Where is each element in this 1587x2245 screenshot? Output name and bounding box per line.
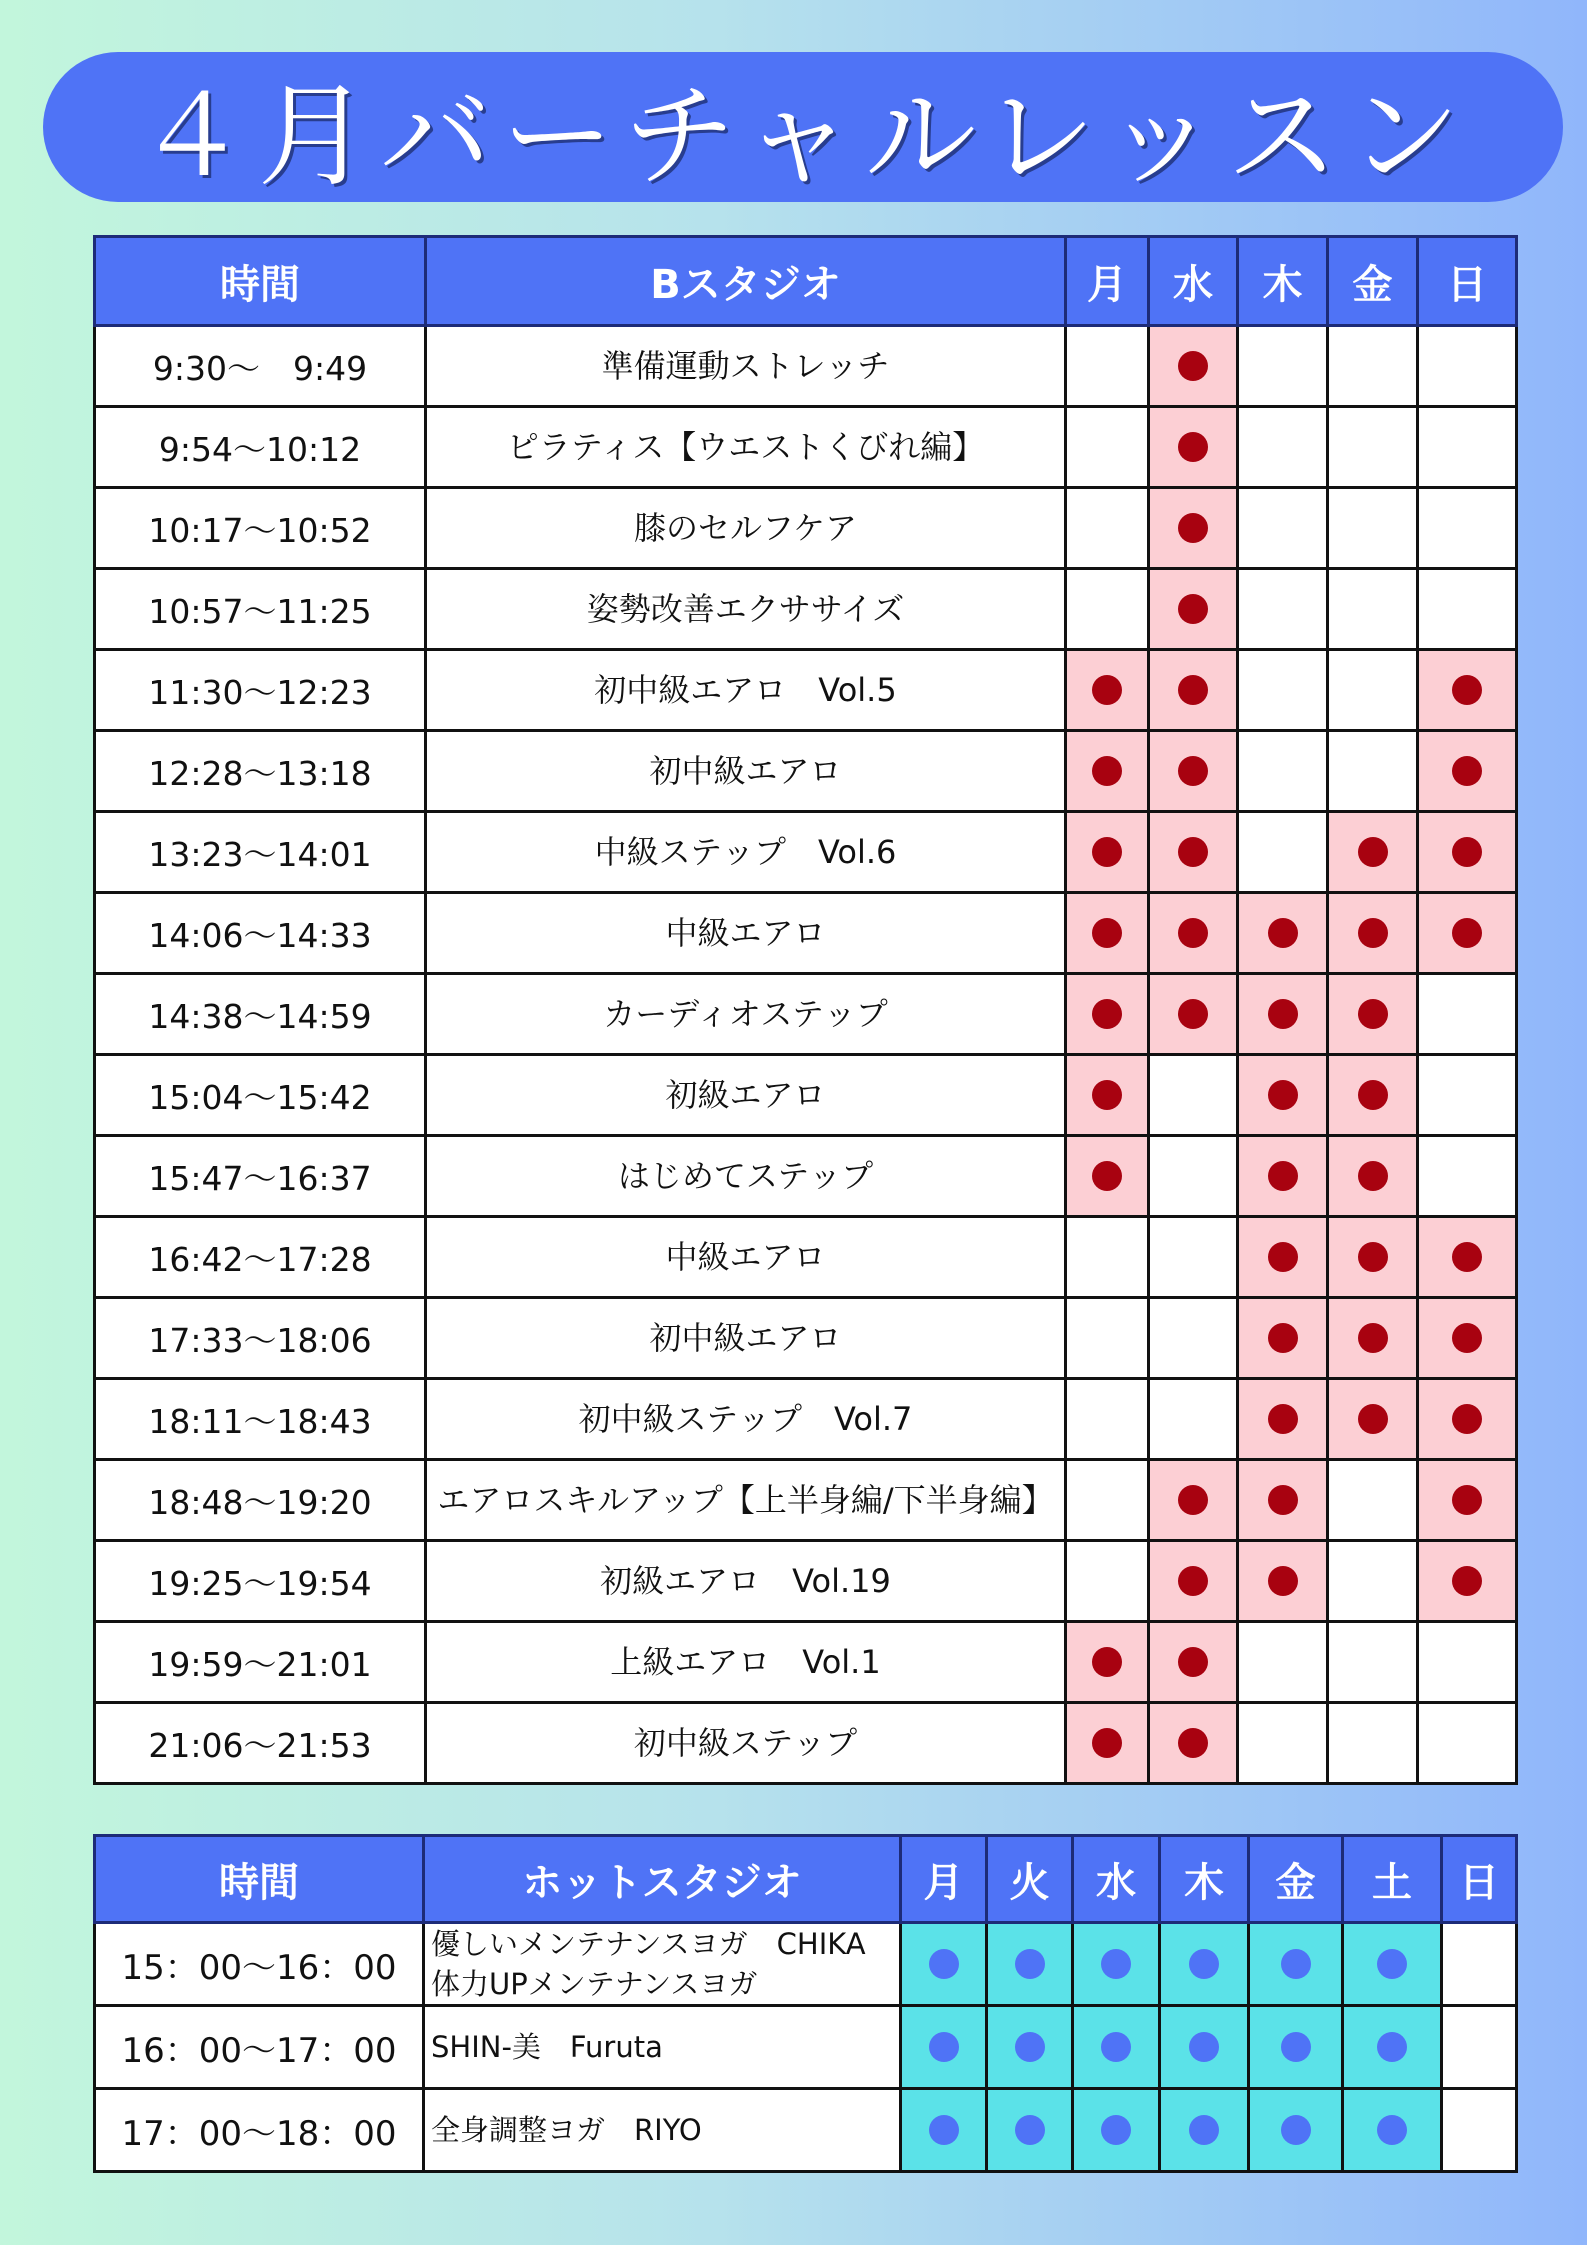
scheduled-dot-icon bbox=[1452, 918, 1482, 948]
day-cell bbox=[1418, 1703, 1517, 1784]
scheduled-dot-icon bbox=[1452, 1485, 1482, 1515]
day-cell bbox=[1418, 1622, 1517, 1703]
scheduled-dot-icon bbox=[1178, 756, 1208, 786]
lesson-name: 初中級エアロ Vol.5 bbox=[426, 650, 1066, 731]
day-cell bbox=[1418, 1298, 1517, 1379]
day-cell bbox=[1238, 731, 1328, 812]
lesson-time: 16：00～17：00 bbox=[95, 2006, 424, 2089]
lesson-name-line: 体力UPメンテナンスヨガ bbox=[431, 1967, 758, 2001]
day-cell bbox=[1418, 731, 1517, 812]
day-header: 木 bbox=[1238, 237, 1328, 326]
table-row bbox=[95, 812, 1517, 893]
day-cell bbox=[1238, 488, 1328, 569]
day-cell bbox=[1442, 2089, 1517, 2172]
day-cell bbox=[1066, 569, 1149, 650]
lesson-time: 18:48～19:20 bbox=[95, 1460, 426, 1541]
lesson-name-line: 優しいメンテナンスヨガ CHIKA bbox=[431, 1927, 866, 1961]
scheduled-dot-icon bbox=[1377, 2032, 1407, 2062]
day-header: 水 bbox=[1149, 237, 1238, 326]
scheduled-dot-icon bbox=[1178, 594, 1208, 624]
day-cell bbox=[1066, 1055, 1149, 1136]
lesson-time: 15：00～16：00 bbox=[95, 1923, 424, 2006]
day-cell bbox=[1328, 407, 1418, 488]
day-cell bbox=[1418, 1460, 1517, 1541]
day-cell bbox=[1149, 974, 1238, 1055]
day-cell bbox=[1418, 407, 1517, 488]
scheduled-dot-icon bbox=[1358, 918, 1388, 948]
lesson-time: 14:06～14:33 bbox=[95, 893, 426, 974]
table-row bbox=[95, 1298, 1517, 1379]
scheduled-dot-icon bbox=[1101, 2032, 1131, 2062]
lesson-name bbox=[424, 1923, 901, 2006]
day-cell bbox=[1066, 488, 1149, 569]
lesson-name: 初級エアロ bbox=[426, 1055, 1066, 1136]
lesson-time: 9:54～10:12 bbox=[95, 407, 426, 488]
studio-header: ホットスタジオ bbox=[424, 1836, 901, 1923]
scheduled-dot-icon bbox=[1101, 2115, 1131, 2145]
day-cell bbox=[1149, 1379, 1238, 1460]
day-cell bbox=[1066, 650, 1149, 731]
day-cell bbox=[1066, 1622, 1149, 1703]
scheduled-dot-icon bbox=[1268, 1566, 1298, 1596]
scheduled-dot-icon bbox=[1189, 2032, 1219, 2062]
day-header: 火 bbox=[987, 1836, 1073, 1923]
day-cell bbox=[1149, 1622, 1238, 1703]
scheduled-dot-icon bbox=[1452, 1242, 1482, 1272]
scheduled-dot-icon bbox=[1358, 1242, 1388, 1272]
scheduled-dot-icon bbox=[1092, 918, 1122, 948]
scheduled-dot-icon bbox=[1268, 999, 1298, 1029]
scheduled-dot-icon bbox=[1092, 1728, 1122, 1758]
scheduled-dot-icon bbox=[1178, 1728, 1208, 1758]
day-header: 月 bbox=[1066, 237, 1149, 326]
day-cell bbox=[1418, 1541, 1517, 1622]
lesson-name: 初中級エアロ bbox=[426, 731, 1066, 812]
day-cell bbox=[1066, 893, 1149, 974]
day-cell bbox=[1238, 650, 1328, 731]
day-cell bbox=[1238, 1136, 1328, 1217]
day-cell bbox=[1328, 1136, 1418, 1217]
scheduled-dot-icon bbox=[1452, 1404, 1482, 1434]
scheduled-dot-icon bbox=[1189, 1949, 1219, 1979]
scheduled-dot-icon bbox=[1092, 999, 1122, 1029]
lesson-time: 10:57～11:25 bbox=[95, 569, 426, 650]
day-cell bbox=[1066, 812, 1149, 893]
day-cell bbox=[1418, 650, 1517, 731]
lesson-time: 15:04～15:42 bbox=[95, 1055, 426, 1136]
b-studio-table bbox=[93, 235, 1518, 1785]
lesson-name-line: SHIN-美 Furuta bbox=[431, 2030, 663, 2064]
table-row bbox=[95, 1055, 1517, 1136]
day-cell bbox=[1238, 1703, 1328, 1784]
day-cell bbox=[1073, 2006, 1160, 2089]
scheduled-dot-icon bbox=[1092, 756, 1122, 786]
studio-header: Bスタジオ bbox=[426, 237, 1066, 326]
scheduled-dot-icon bbox=[1178, 918, 1208, 948]
day-cell bbox=[1249, 2089, 1343, 2172]
scheduled-dot-icon bbox=[1189, 2115, 1219, 2145]
day-cell bbox=[1149, 488, 1238, 569]
lesson-name: 準備運動ストレッチ bbox=[426, 326, 1066, 407]
lesson-time: 10:17～10:52 bbox=[95, 488, 426, 569]
day-cell bbox=[1328, 1460, 1418, 1541]
lesson-name: 膝のセルフケア bbox=[426, 488, 1066, 569]
scheduled-dot-icon bbox=[1452, 1323, 1482, 1353]
table-row bbox=[95, 1136, 1517, 1217]
day-cell bbox=[1328, 974, 1418, 1055]
scheduled-dot-icon bbox=[929, 2115, 959, 2145]
lesson-time: 15:47～16:37 bbox=[95, 1136, 426, 1217]
table-row bbox=[95, 1622, 1517, 1703]
hot-header-row bbox=[95, 1836, 1517, 1923]
lesson-name: 初中級ステップ bbox=[426, 1703, 1066, 1784]
scheduled-dot-icon bbox=[929, 2032, 959, 2062]
day-cell bbox=[1238, 974, 1328, 1055]
day-cell bbox=[1249, 1923, 1343, 2006]
day-cell bbox=[1073, 1923, 1160, 2006]
day-cell bbox=[1418, 812, 1517, 893]
day-cell bbox=[1066, 974, 1149, 1055]
table-row bbox=[95, 1379, 1517, 1460]
scheduled-dot-icon bbox=[1178, 1566, 1208, 1596]
day-cell bbox=[1160, 2089, 1249, 2172]
day-cell bbox=[1418, 326, 1517, 407]
day-cell bbox=[901, 1923, 987, 2006]
table-row bbox=[95, 1460, 1517, 1541]
lesson-name: 姿勢改善エクササイズ bbox=[426, 569, 1066, 650]
day-cell bbox=[1066, 1379, 1149, 1460]
day-cell bbox=[1328, 1379, 1418, 1460]
day-cell bbox=[1238, 893, 1328, 974]
day-cell bbox=[1328, 650, 1418, 731]
day-cell bbox=[1149, 1460, 1238, 1541]
day-header: 木 bbox=[1160, 1836, 1249, 1923]
day-cell bbox=[1066, 1703, 1149, 1784]
day-header: 金 bbox=[1249, 1836, 1343, 1923]
scheduled-dot-icon bbox=[1358, 999, 1388, 1029]
lesson-name: ピラティス【ウエストくびれ編】 bbox=[426, 407, 1066, 488]
scheduled-dot-icon bbox=[1268, 1161, 1298, 1191]
day-cell bbox=[1328, 1217, 1418, 1298]
scheduled-dot-icon bbox=[1268, 1080, 1298, 1110]
scheduled-dot-icon bbox=[929, 1949, 959, 1979]
scheduled-dot-icon bbox=[1268, 1323, 1298, 1353]
day-cell bbox=[1328, 488, 1418, 569]
day-header: 月 bbox=[901, 1836, 987, 1923]
scheduled-dot-icon bbox=[1178, 432, 1208, 462]
day-cell bbox=[1160, 2006, 1249, 2089]
day-cell bbox=[1418, 1217, 1517, 1298]
day-cell bbox=[1149, 1703, 1238, 1784]
day-cell bbox=[1066, 326, 1149, 407]
scheduled-dot-icon bbox=[1281, 1949, 1311, 1979]
day-cell bbox=[987, 1923, 1073, 2006]
lesson-time: 21:06～21:53 bbox=[95, 1703, 426, 1784]
day-cell bbox=[1418, 1136, 1517, 1217]
scheduled-dot-icon bbox=[1281, 2032, 1311, 2062]
scheduled-dot-icon bbox=[1178, 351, 1208, 381]
day-cell bbox=[1238, 1460, 1328, 1541]
table-row bbox=[95, 650, 1517, 731]
day-cell bbox=[1418, 974, 1517, 1055]
day-cell bbox=[987, 2089, 1073, 2172]
lesson-name: エアロスキルアップ【上半身編/下半身編】 bbox=[426, 1460, 1066, 1541]
scheduled-dot-icon bbox=[1268, 1404, 1298, 1434]
day-cell bbox=[1149, 1136, 1238, 1217]
scheduled-dot-icon bbox=[1358, 1161, 1388, 1191]
table-row bbox=[95, 2089, 1517, 2172]
day-cell bbox=[1238, 812, 1328, 893]
day-cell bbox=[1238, 1541, 1328, 1622]
day-cell bbox=[1066, 407, 1149, 488]
day-cell bbox=[1149, 893, 1238, 974]
scheduled-dot-icon bbox=[1015, 1949, 1045, 1979]
day-cell bbox=[1328, 893, 1418, 974]
day-cell bbox=[1328, 731, 1418, 812]
day-cell bbox=[1238, 1217, 1328, 1298]
lesson-name: 初中級ステップ Vol.7 bbox=[426, 1379, 1066, 1460]
scheduled-dot-icon bbox=[1092, 837, 1122, 867]
lesson-name: 中級ステップ Vol.6 bbox=[426, 812, 1066, 893]
scheduled-dot-icon bbox=[1377, 2115, 1407, 2145]
scheduled-dot-icon bbox=[1281, 2115, 1311, 2145]
lesson-time: 18:11～18:43 bbox=[95, 1379, 426, 1460]
lesson-name: 中級エアロ bbox=[426, 1217, 1066, 1298]
day-cell bbox=[1418, 488, 1517, 569]
lesson-time: 19:25～19:54 bbox=[95, 1541, 426, 1622]
day-cell bbox=[1343, 1923, 1442, 2006]
day-cell bbox=[1238, 1298, 1328, 1379]
day-cell bbox=[1418, 893, 1517, 974]
day-cell bbox=[1238, 569, 1328, 650]
scheduled-dot-icon bbox=[1101, 1949, 1131, 1979]
time-header: 時間 bbox=[95, 1836, 424, 1923]
lesson-time: 17：00～18：00 bbox=[95, 2089, 424, 2172]
day-cell bbox=[1073, 2089, 1160, 2172]
lesson-name bbox=[424, 2089, 901, 2172]
day-cell bbox=[1238, 1379, 1328, 1460]
day-cell bbox=[1328, 1703, 1418, 1784]
lesson-time: 17:33～18:06 bbox=[95, 1298, 426, 1379]
day-cell bbox=[1149, 1541, 1238, 1622]
table-row bbox=[95, 893, 1517, 974]
lesson-name: はじめてステップ bbox=[426, 1136, 1066, 1217]
lesson-name: カーディオステップ bbox=[426, 974, 1066, 1055]
day-cell bbox=[1149, 326, 1238, 407]
day-cell bbox=[1418, 569, 1517, 650]
day-cell bbox=[1066, 1217, 1149, 1298]
scheduled-dot-icon bbox=[1358, 1404, 1388, 1434]
scheduled-dot-icon bbox=[1452, 1566, 1482, 1596]
scheduled-dot-icon bbox=[1268, 1242, 1298, 1272]
table-row bbox=[95, 1703, 1517, 1784]
day-cell bbox=[1066, 1298, 1149, 1379]
day-cell bbox=[1149, 1217, 1238, 1298]
day-cell bbox=[1418, 1379, 1517, 1460]
day-cell bbox=[987, 2006, 1073, 2089]
scheduled-dot-icon bbox=[1358, 837, 1388, 867]
scheduled-dot-icon bbox=[1178, 1485, 1208, 1515]
day-cell bbox=[1442, 2006, 1517, 2089]
day-cell bbox=[1442, 1923, 1517, 2006]
scheduled-dot-icon bbox=[1358, 1323, 1388, 1353]
day-cell bbox=[1066, 1460, 1149, 1541]
hot-studio-table bbox=[93, 1834, 1518, 2173]
day-cell bbox=[1328, 1298, 1418, 1379]
day-header: 土 bbox=[1343, 1836, 1442, 1923]
day-cell bbox=[901, 2089, 987, 2172]
day-cell bbox=[1149, 1055, 1238, 1136]
lesson-time: 11:30～12:23 bbox=[95, 650, 426, 731]
day-cell bbox=[1328, 326, 1418, 407]
table-row bbox=[95, 569, 1517, 650]
scheduled-dot-icon bbox=[1452, 675, 1482, 705]
scheduled-dot-icon bbox=[1178, 1647, 1208, 1677]
lesson-time: 9:30～ 9:49 bbox=[95, 326, 426, 407]
day-header: 金 bbox=[1328, 237, 1418, 326]
day-cell bbox=[1328, 1541, 1418, 1622]
day-cell bbox=[1343, 2006, 1442, 2089]
day-cell bbox=[1238, 1622, 1328, 1703]
time-header: 時間 bbox=[95, 237, 426, 326]
scheduled-dot-icon bbox=[1092, 1080, 1122, 1110]
scheduled-dot-icon bbox=[1092, 675, 1122, 705]
day-cell bbox=[901, 2006, 987, 2089]
day-cell bbox=[1066, 1541, 1149, 1622]
scheduled-dot-icon bbox=[1178, 837, 1208, 867]
day-cell bbox=[1328, 1055, 1418, 1136]
table-row bbox=[95, 1217, 1517, 1298]
day-cell bbox=[1238, 407, 1328, 488]
table-row bbox=[95, 407, 1517, 488]
scheduled-dot-icon bbox=[1092, 1161, 1122, 1191]
scheduled-dot-icon bbox=[1178, 513, 1208, 543]
lesson-name: 中級エアロ bbox=[426, 893, 1066, 974]
b-header-row bbox=[95, 237, 1517, 326]
lesson-name bbox=[424, 2006, 901, 2089]
day-cell bbox=[1238, 326, 1328, 407]
scheduled-dot-icon bbox=[1452, 837, 1482, 867]
lesson-time: 14:38～14:59 bbox=[95, 974, 426, 1055]
scheduled-dot-icon bbox=[1015, 2032, 1045, 2062]
day-cell bbox=[1066, 731, 1149, 812]
day-cell bbox=[1149, 650, 1238, 731]
day-cell bbox=[1328, 812, 1418, 893]
lesson-name: 上級エアロ Vol.1 bbox=[426, 1622, 1066, 1703]
scheduled-dot-icon bbox=[1178, 999, 1208, 1029]
scheduled-dot-icon bbox=[1178, 675, 1208, 705]
day-cell bbox=[1149, 731, 1238, 812]
scheduled-dot-icon bbox=[1452, 756, 1482, 786]
lesson-name-line: 全身調整ヨガ RIYO bbox=[431, 2113, 702, 2147]
day-cell bbox=[1238, 1055, 1328, 1136]
lesson-time: 13:23～14:01 bbox=[95, 812, 426, 893]
lesson-time: 16:42～17:28 bbox=[95, 1217, 426, 1298]
lesson-time: 12:28～13:18 bbox=[95, 731, 426, 812]
lesson-name: 初級エアロ Vol.19 bbox=[426, 1541, 1066, 1622]
table-row bbox=[95, 974, 1517, 1055]
title-banner bbox=[43, 52, 1563, 202]
day-header: 水 bbox=[1073, 1836, 1160, 1923]
day-header: 日 bbox=[1418, 237, 1517, 326]
scheduled-dot-icon bbox=[1268, 918, 1298, 948]
table-row bbox=[95, 326, 1517, 407]
scheduled-dot-icon bbox=[1358, 1080, 1388, 1110]
day-cell bbox=[1149, 407, 1238, 488]
day-cell bbox=[1249, 2006, 1343, 2089]
table-row bbox=[95, 488, 1517, 569]
day-cell bbox=[1160, 1923, 1249, 2006]
day-cell bbox=[1343, 2089, 1442, 2172]
scheduled-dot-icon bbox=[1015, 2115, 1045, 2145]
scheduled-dot-icon bbox=[1268, 1485, 1298, 1515]
day-header: 日 bbox=[1442, 1836, 1517, 1923]
day-cell bbox=[1328, 1622, 1418, 1703]
day-cell bbox=[1149, 1298, 1238, 1379]
scheduled-dot-icon bbox=[1377, 1949, 1407, 1979]
scheduled-dot-icon bbox=[1092, 1647, 1122, 1677]
day-cell bbox=[1328, 569, 1418, 650]
table-row bbox=[95, 2006, 1517, 2089]
table-row bbox=[95, 1923, 1517, 2006]
day-cell bbox=[1149, 812, 1238, 893]
lesson-name: 初中級エアロ bbox=[426, 1298, 1066, 1379]
day-cell bbox=[1066, 1136, 1149, 1217]
day-cell bbox=[1418, 1055, 1517, 1136]
page-title: ４月バーチャルレッスン bbox=[135, 71, 1471, 202]
day-cell bbox=[1149, 569, 1238, 650]
lesson-time: 19:59～21:01 bbox=[95, 1622, 426, 1703]
table-row bbox=[95, 731, 1517, 812]
table-row bbox=[95, 1541, 1517, 1622]
